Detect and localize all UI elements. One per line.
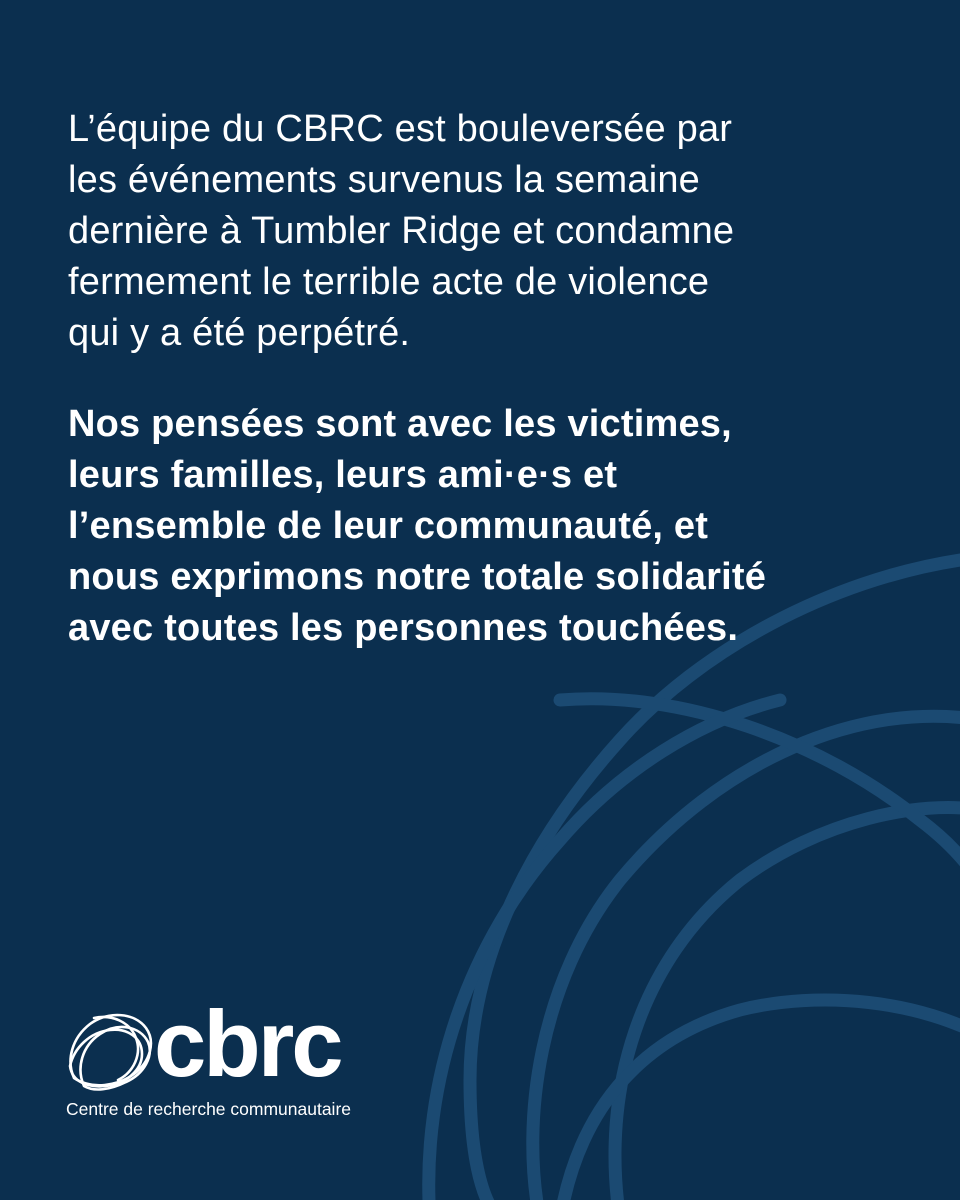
logo-tagline: Centre de recherche communautaire xyxy=(66,1099,352,1119)
statement-paragraph-2: Nos pensées sont avec les victimes, leurs familles, leurs ami·e·s et l’ensemble de leur communauté, et nous exprimons notre totale solidarité avec toutes les personnes touchées. xyxy=(68,403,767,649)
logo-wordmark: cbrc xyxy=(154,991,341,1096)
cbrc-logo xyxy=(64,991,352,1120)
interlocking-rings-icon xyxy=(64,1008,154,1096)
statement-paragraph-1: L’équipe du CBRC est bouleversée par les événements survenus la semaine dernière à Tumbler Ridge et condamne fermement le terrible acte de violence qui y a été perpétré. xyxy=(68,108,735,354)
statement-body xyxy=(68,104,888,654)
